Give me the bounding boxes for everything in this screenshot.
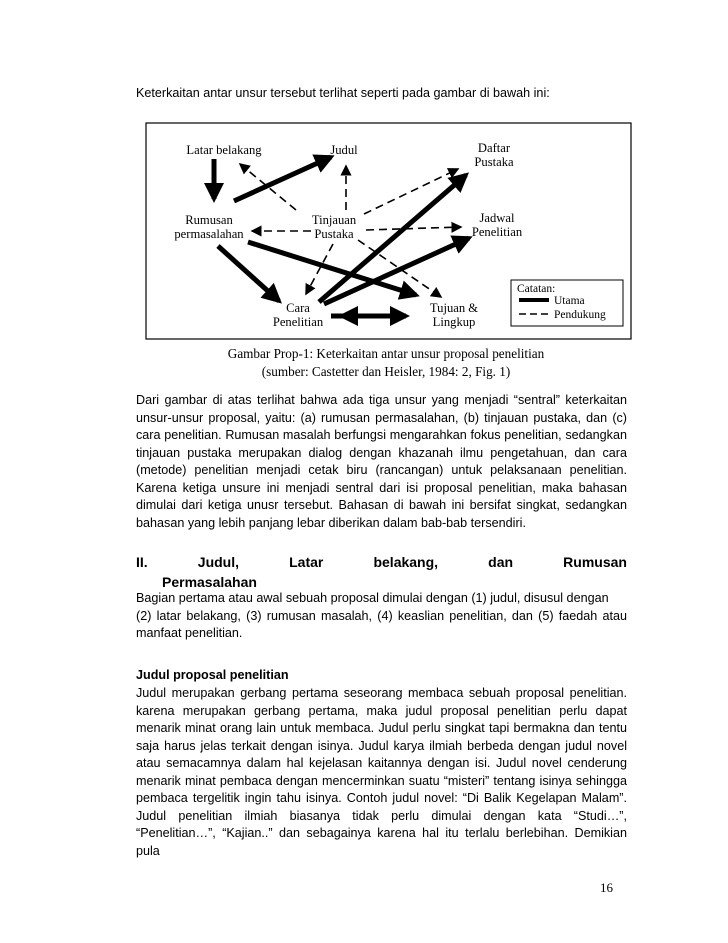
node-tujuan-2: Lingkup — [432, 315, 476, 329]
caption-line-2: (sumber: Castetter dan Heisler, 1984: 2, Fig. 1) — [261, 364, 511, 379]
node-tinjauan-2: Pustaka — [314, 227, 354, 241]
diagram-nodes — [174, 141, 522, 329]
legend-dashed-label: Pendukung — [554, 309, 606, 321]
page-number: 16 — [600, 880, 613, 895]
paragraph-central-elements — [136, 392, 627, 532]
node-daftar-pustaka-1: Daftar — [477, 141, 511, 155]
node-cara-1: Cara — [286, 301, 310, 315]
node-rumusan-1: Rumusan — [185, 213, 233, 227]
figure-caption — [136, 345, 636, 381]
node-tinjauan-1: Tinjauan — [311, 213, 357, 227]
edge-tinjauan-jadwal — [366, 227, 461, 230]
heading-word-2: Latar — [289, 554, 324, 570]
node-latar-belakang: Latar belakang — [186, 143, 262, 157]
paragraph-2-line-1: Bagian pertama atau awal sebuah proposal dimulai dengan (1) judul, disusul dengan — [136, 591, 609, 605]
heading-word-3: belakang, — [373, 554, 439, 570]
section-heading-line-2: Permasalahan — [162, 574, 257, 590]
paragraph-judul — [136, 685, 627, 860]
heading-word-5: Rumusan — [563, 554, 627, 570]
node-cara-2: Penelitian — [272, 315, 324, 329]
paragraph-3-text: Judul merupakan gerbang pertama seseorang membaca sebuah proposal penelitian. karena merupakan gerbang pertama, maka judul proposal penelitian perlu dapat menarik minat orang lain untuk membaca. Judul perlu singkat tapi bermakna dan tentu saja harus jelas terkait dengan isinya. Judul karya ilmiah berbeda dengan judul novel atau semacamnya dalam hal kejelasan kaitannya dengan isi. Judul novel cenderung menarik minat pembaca dengan mencerminkan suatu “misteri” tentang isinya sehingga pembaca tergelitik ingin tahu isinya. Contoh judul novel: “Di Balik Kegelapan Malam”. Judul penelitian ilmiah biasanya tidak perlu dimulai dengan kata “Studi…”, “Penelitian…”, “Kajian..” dan sebagainya karena hal itu terlalu berlebihan. Demikian pula — [136, 686, 627, 858]
paragraph-proposal-parts — [136, 590, 627, 643]
node-jadwal-2: Penelitian — [471, 225, 523, 239]
section-number: II. — [136, 554, 148, 570]
heading-word-1: Judul, — [197, 554, 240, 570]
legend-title: Catatan: — [517, 283, 556, 295]
node-jadwal-1: Jadwal — [479, 211, 515, 225]
legend-solid-label: Utama — [554, 295, 585, 307]
section-heading-line-1 — [136, 552, 627, 572]
heading-word-4: dan — [488, 554, 514, 570]
relationship-diagram — [136, 114, 636, 349]
subheading-judul: Judul proposal penelitian — [136, 668, 289, 682]
node-judul: Judul — [330, 143, 358, 157]
diagram-legend — [511, 280, 623, 326]
node-rumusan-2: permasalahan — [174, 227, 244, 241]
node-tujuan-1: Tujuan & — [429, 301, 479, 315]
caption-line-1: Gambar Prop-1: Keterkaitan antar unsur proposal penelitian — [227, 346, 545, 361]
paragraph-2-line-2: (2) latar belakang, (3) rumusan masalah, (4) keaslian penelitian, dan (5) faedah atau manfaat penelitian. — [136, 608, 627, 640]
edge-rumusan-cara — [218, 246, 279, 301]
edge-rumusan-tujuan — [248, 242, 416, 295]
intro-sentence: Keterkaitan antar unsur tersebut terlihat seperti pada gambar di bawah ini: — [136, 86, 550, 100]
node-daftar-pustaka-2: Pustaka — [474, 155, 514, 169]
paragraph-1-text: Dari gambar di atas terlihat bahwa ada tiga unsur yang menjadi “sentral” keterkaitan unsur-unsur proposal, yaitu: (a) rumusan permasalahan, (b) tinjauan pustaka, dan (c) cara penelitian. Rumusan masalah berfungsi mengarahkan fokus penelitian, sedangkan tinjauan pustaka merupakan dialog dengan khazanah ilmu pengetahuan, dan cara (metode) penelitian menjadi cetak biru (rancangan) untuk pelaksanaan penelitian. Karena ketiga unsure ini menjadi sentral dari isi proposal penelitian, maka bahasan dimulai dari ketiga unusr tersebut. Bahasan di bawah ini bersifat singkat, sedangkan bahasan yang lebih panjang lebar diberikan dalam bab-bab tersendiri. — [136, 393, 627, 530]
section-heading — [136, 552, 627, 592]
edge-rumusan-judul — [234, 157, 331, 201]
